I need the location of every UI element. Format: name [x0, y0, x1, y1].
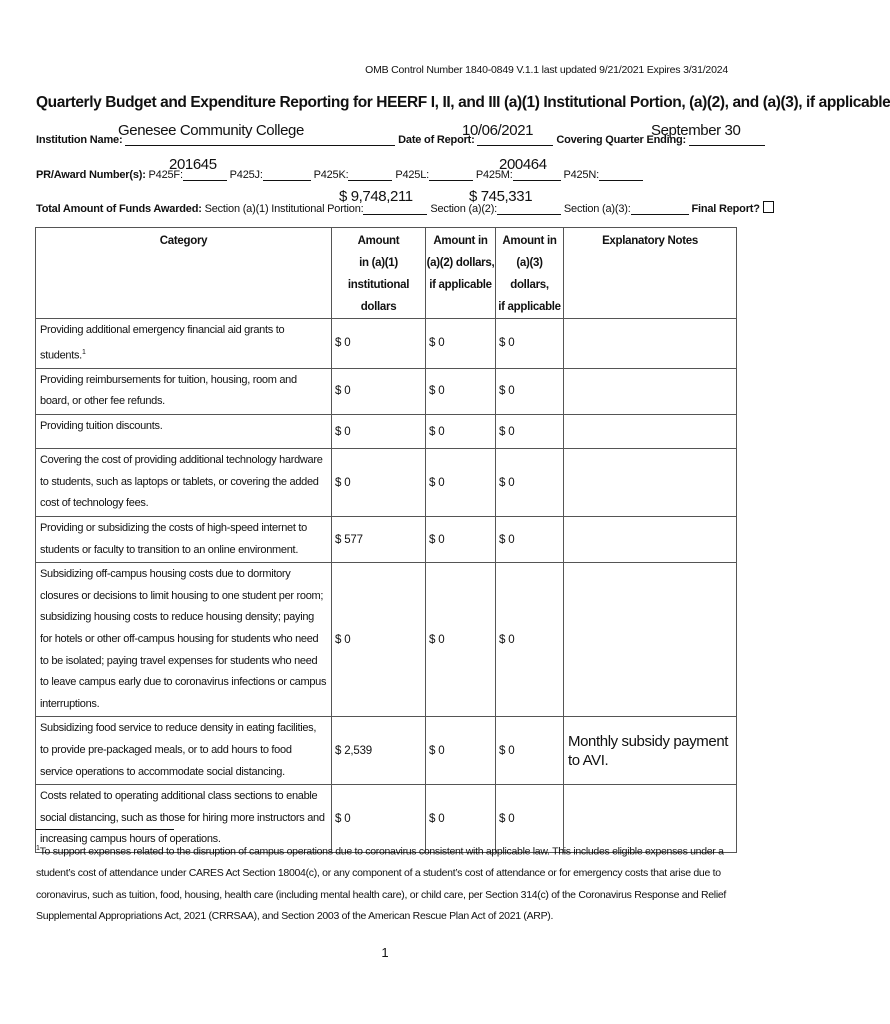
row-a1[interactable]: $ 0 [332, 785, 426, 853]
row-a1[interactable]: $ 0 [332, 415, 426, 449]
row-notes[interactable]: Monthly subsidy payment to AVI. [564, 717, 737, 785]
a1-value[interactable]: $ 9,748,211 [339, 188, 413, 205]
total-funds-label: Total Amount of Funds Awarded: [36, 203, 202, 215]
a2-value[interactable]: $ 745,331 [469, 188, 533, 205]
header-a3-line: if applicable [498, 301, 561, 313]
page-number: 1 [381, 945, 389, 960]
table-header-row [36, 228, 737, 319]
a3-section-label: Section (a)(3): [563, 203, 631, 215]
header-a2-line: Amount in [433, 235, 488, 247]
row-notes[interactable] [564, 563, 737, 717]
date-label: Date of Report: [398, 134, 475, 146]
row-category: Subsidizing off-campus housing costs due to dormitory closures or decisions to limit housing to one student per room; subsidizing housing costs to reduce housing density; paying for hotels or other off-campus housing for students who need to be isolated; paying travel expenses for students who need to leave campus early due to coronavirus infections or campus interruptions. [36, 563, 332, 717]
row-a1[interactable]: $ 0 [332, 368, 426, 414]
row-a3[interactable]: $ 0 [496, 368, 564, 414]
table-row [36, 517, 737, 563]
table-row [36, 563, 737, 717]
pr-award-label: PR/Award Number(s): [36, 169, 146, 181]
row-a1[interactable]: $ 577 [332, 517, 426, 563]
row-a2[interactable]: $ 0 [426, 319, 496, 369]
page-title: Quarterly Budget and Expenditure Reporting for HEERF I, II, and III (a)(1) Institutional Portion, (a)(2), and (a)(3), if applicable [36, 94, 890, 111]
date-value[interactable]: 10/06/2021 [462, 122, 534, 139]
row-a3[interactable]: $ 0 [496, 563, 564, 717]
p425n-blank[interactable] [599, 168, 643, 181]
a2-section-label: Section (a)(2): [430, 203, 498, 215]
row-a1[interactable]: $ 2,539 [332, 717, 426, 785]
p425l-blank[interactable] [429, 168, 473, 181]
row-notes[interactable] [564, 415, 737, 449]
header-a1 [332, 228, 426, 319]
row-a1[interactable]: $ 0 [332, 449, 426, 517]
p425n-label: P425N: [563, 169, 599, 181]
row-notes[interactable] [564, 319, 737, 369]
footnote-ref: 1 [81, 348, 86, 356]
row-notes[interactable] [564, 517, 737, 563]
row-a3[interactable]: $ 0 [496, 517, 564, 563]
table-row [36, 319, 737, 369]
p425f-label: P425F: [148, 169, 183, 181]
omb-control-number: OMB Control Number 1840-0849 V.1.1 last updated 9/21/2021 Expires 3/31/2024 [365, 64, 728, 76]
header-a3 [496, 228, 564, 319]
row-a2[interactable]: $ 0 [426, 415, 496, 449]
row-category-text: Providing additional emergency financial aid grants to students. [40, 324, 285, 362]
p425m-label: P425M: [475, 169, 513, 181]
header-a2-line: if applicable [429, 279, 492, 291]
row-a2[interactable]: $ 0 [426, 449, 496, 517]
final-report-label: Final Report? [691, 203, 760, 215]
header-a3-line: (a)(3) dollars, [510, 257, 549, 291]
p425j-label: P425J: [229, 169, 263, 181]
row-a2[interactable]: $ 0 [426, 717, 496, 785]
footnote [36, 838, 736, 928]
row-a3[interactable]: $ 0 [496, 785, 564, 853]
quarter-label: Covering Quarter Ending: [556, 134, 686, 146]
row-a2[interactable]: $ 0 [426, 368, 496, 414]
row-a2[interactable]: $ 0 [426, 785, 496, 853]
quarter-value[interactable]: September 30 [651, 122, 741, 139]
row-category: Providing or subsidizing the costs of high-speed internet to students or faculty to transition to an online environment. [36, 517, 332, 563]
row-category: Subsidizing food service to reduce density in eating facilities, to provide pre-packaged meals, or to add hours to food service operations to accommodate social distancing. [36, 717, 332, 785]
institution-value[interactable]: Genesee Community College [118, 122, 304, 139]
table-row [36, 415, 737, 449]
award-row [36, 168, 643, 181]
row-a3[interactable]: $ 0 [496, 717, 564, 785]
row-category [36, 319, 332, 369]
row-a2[interactable]: $ 0 [426, 563, 496, 717]
a1-section-label: Section (a)(1) Institutional Portion: [204, 203, 364, 215]
p425k-blank[interactable] [348, 168, 392, 181]
header-a3-line: Amount in [502, 235, 557, 247]
expenditure-table [35, 227, 737, 853]
header-a1-line: in (a)(1) [359, 257, 398, 269]
header-notes: Explanatory Notes [564, 228, 737, 319]
header-category: Category [36, 228, 332, 319]
table-row [36, 449, 737, 517]
row-category: Providing tuition discounts. [36, 415, 332, 449]
p425m-value[interactable]: 200464 [499, 156, 547, 173]
p425j-blank[interactable] [263, 168, 311, 181]
p425f-value[interactable]: 201645 [169, 156, 217, 173]
p425l-label: P425L: [395, 169, 429, 181]
table-row [36, 717, 737, 785]
final-report-checkbox[interactable] [763, 201, 774, 213]
table-row [36, 368, 737, 414]
row-notes[interactable] [564, 449, 737, 517]
row-a2[interactable]: $ 0 [426, 517, 496, 563]
row-a1[interactable]: $ 0 [332, 319, 426, 369]
header-a1-line: institutional dollars [347, 279, 410, 313]
a3-blank[interactable] [631, 202, 689, 215]
footnote-divider [36, 829, 174, 830]
row-category: Costs related to operating additional class sections to enable social distancing, such as those for hiring more instructors and increasing campus hours of operations. [36, 785, 332, 853]
row-a3[interactable]: $ 0 [496, 415, 564, 449]
footnote-text: To support expenses related to the disruption of campus operations due to coronavirus consistent with applicable law. This includes eligible expenses under a student’s cost of attendance under CARES Act Section 18004(c), or any component of a student’s cost of attendance or for emergency costs that arise due to coronavirus, such as tuition, food, housing, health care (including mental health care), or child care, per Section 314(c) of the Coronavirus Response and Relief Supplemental Appropriations Act, 2021 (CRRSAA), and Section 2003 of the American Rescue Plan Act of 2021 (ARP). [36, 845, 727, 923]
row-a1[interactable]: $ 0 [332, 563, 426, 717]
institution-label: Institution Name: [36, 134, 123, 146]
header-a2 [426, 228, 496, 319]
footnote-marker: 1 [36, 845, 40, 852]
row-a3[interactable]: $ 0 [496, 449, 564, 517]
row-category: Covering the cost of providing additional technology hardware to students, such as laptops or tablets, or covering the added cost of technology fees. [36, 449, 332, 517]
row-category: Providing reimbursements for tuition, housing, room and board, or other fee refunds. [36, 368, 332, 414]
p425k-label: P425K: [313, 169, 349, 181]
header-a1-line: Amount [357, 235, 400, 247]
row-notes[interactable] [564, 368, 737, 414]
row-a3[interactable]: $ 0 [496, 319, 564, 369]
header-a2-line: (a)(2) dollars, [426, 257, 495, 269]
